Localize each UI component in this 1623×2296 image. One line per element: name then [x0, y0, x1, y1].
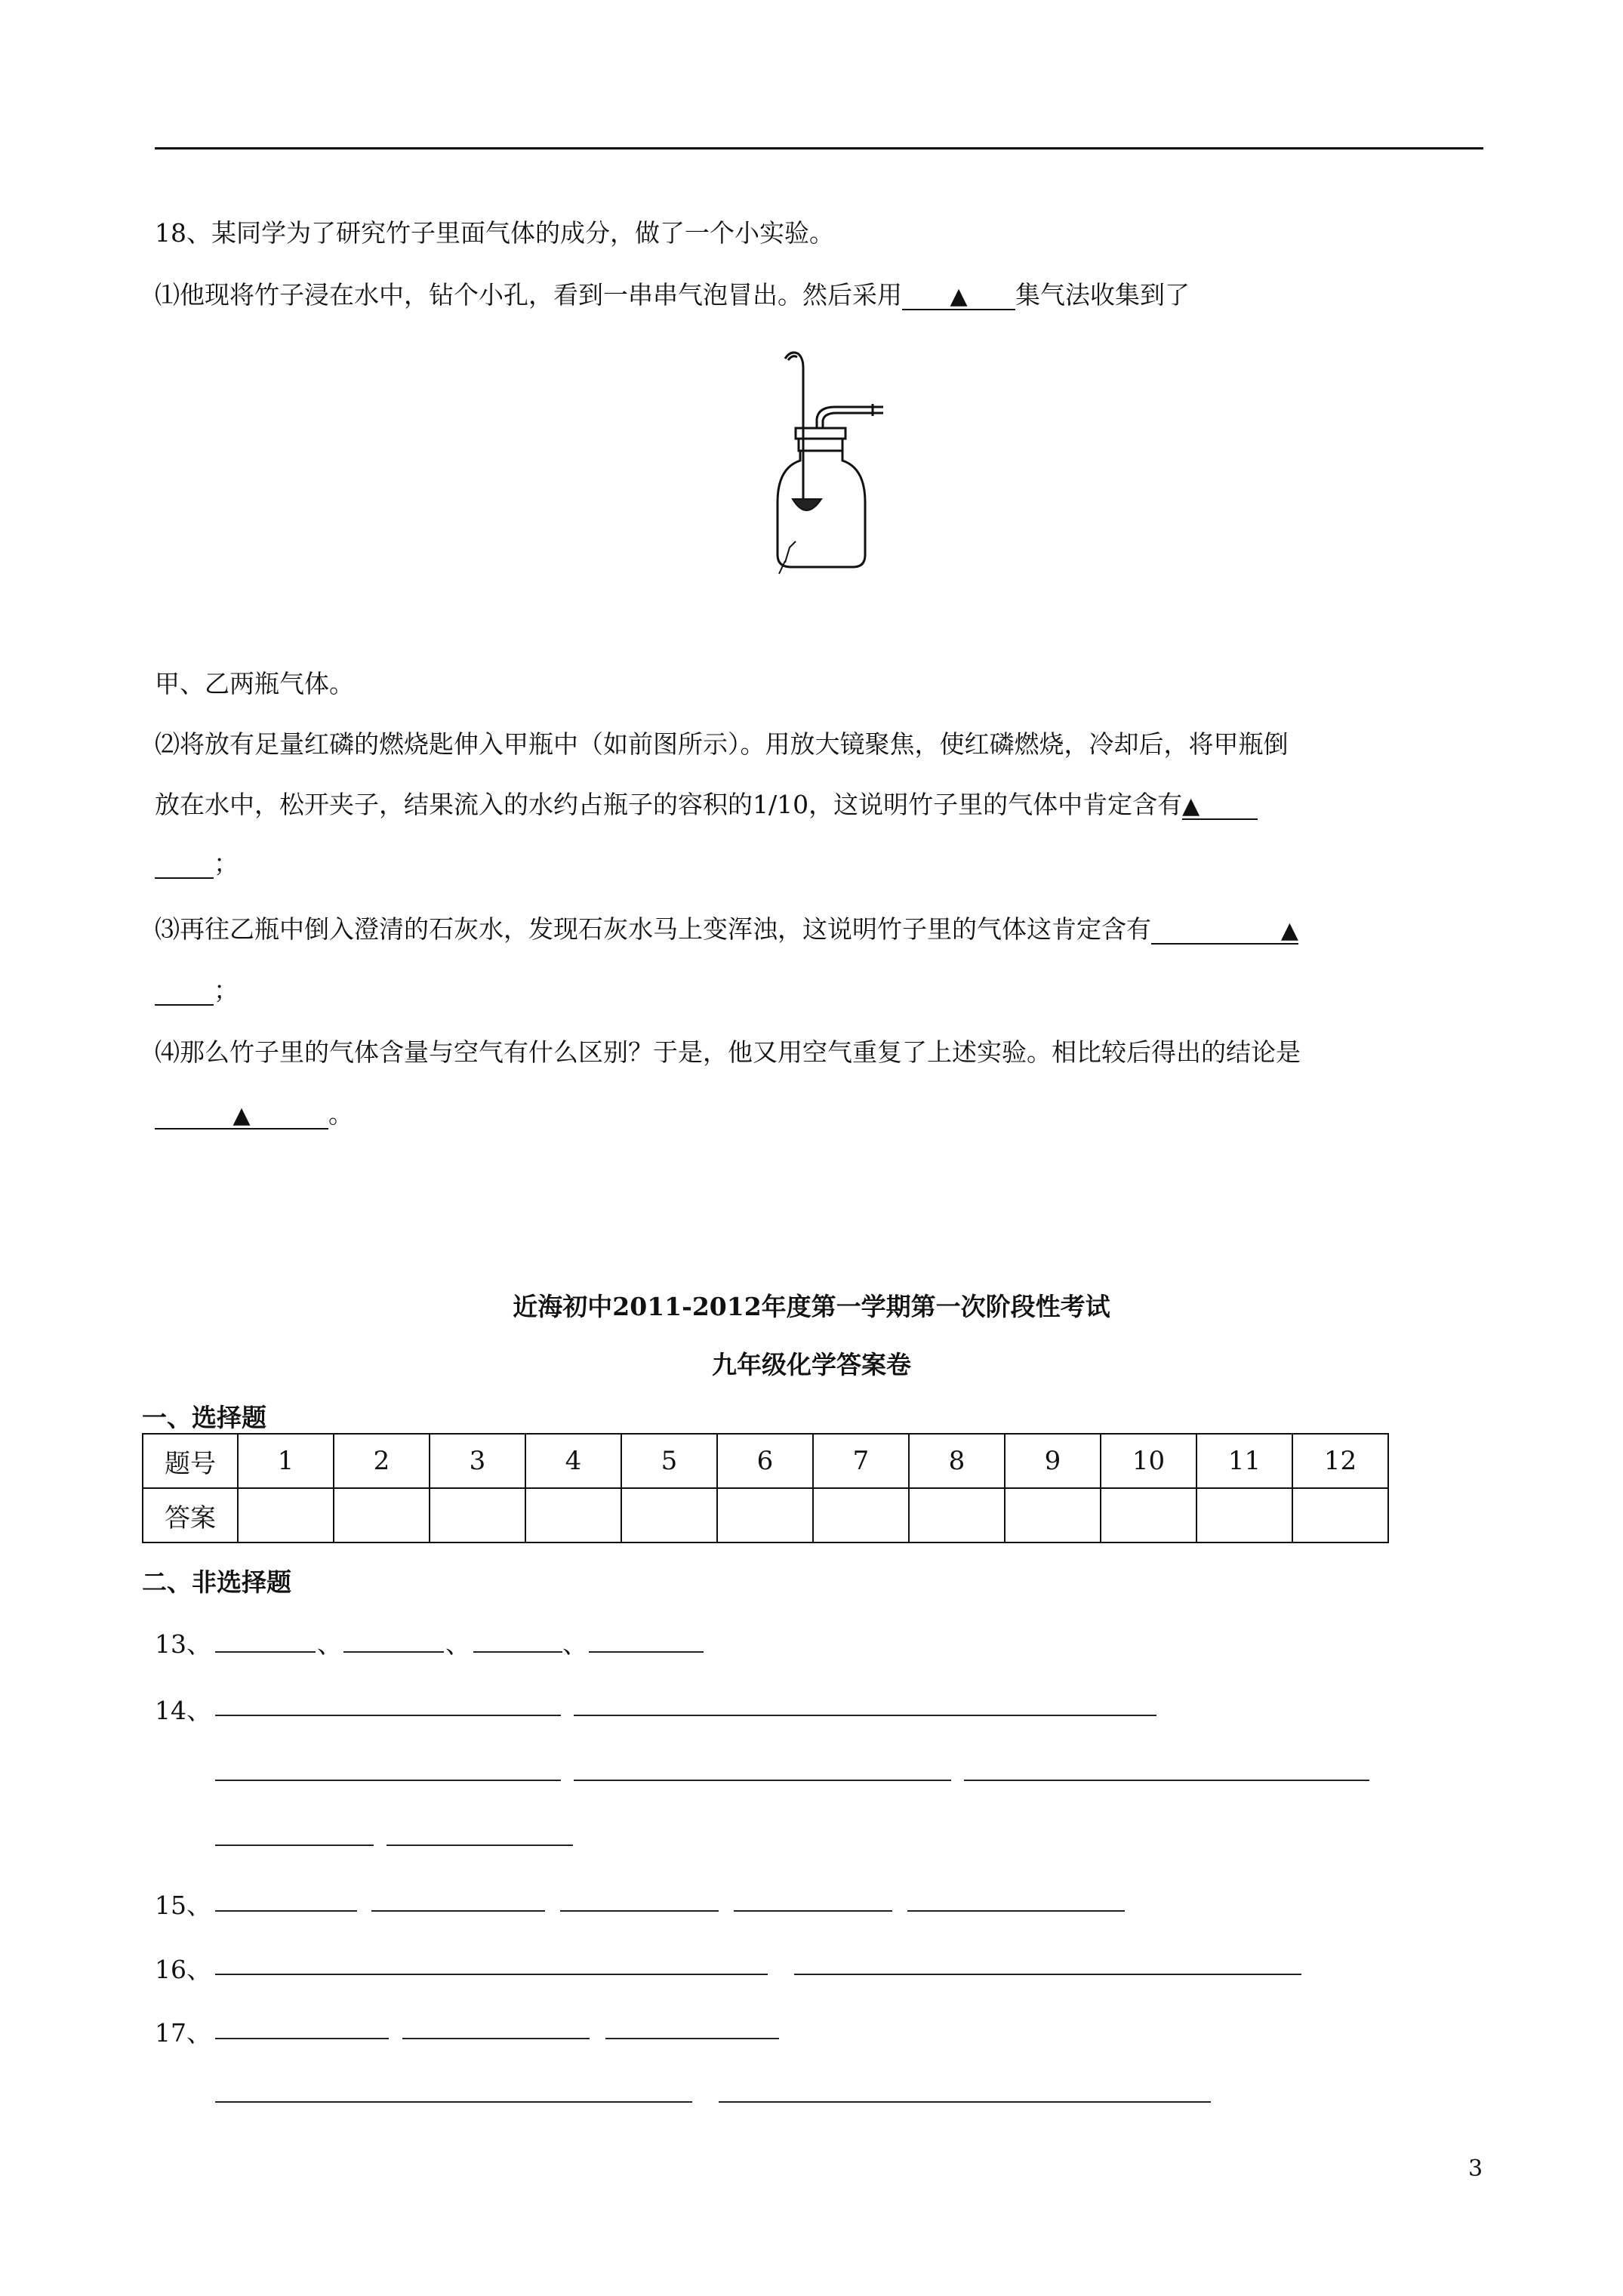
- q17-blank-2[interactable]: [402, 2038, 590, 2039]
- answer-cell[interactable]: [909, 1488, 1005, 1542]
- answer-sheet-title: 近海初中2011-2012年度第一学期第一次阶段性考试: [513, 1292, 1110, 1321]
- header-rule: [155, 147, 1483, 149]
- question-number-cell: 12: [1292, 1434, 1388, 1488]
- answer-cell[interactable]: [621, 1488, 717, 1542]
- section-non-choice: 二、非选择题: [142, 1567, 291, 1597]
- question-number-cell: 7: [813, 1434, 909, 1488]
- row-header-number: 题号: [143, 1434, 238, 1488]
- question-number-cell: 9: [1005, 1434, 1101, 1488]
- q13-blank-2[interactable]: [343, 1651, 444, 1653]
- q16-blank-2[interactable]: [794, 1974, 1301, 1975]
- q14-blank-3[interactable]: [215, 1780, 561, 1781]
- q18-part4-line2: [155, 1095, 353, 1130]
- triangle-mark: ▲: [1182, 793, 1200, 819]
- q15-label: 15、: [155, 1891, 211, 1920]
- question-number-cell: 2: [334, 1434, 430, 1488]
- q14-blank-1[interactable]: [215, 1715, 561, 1716]
- q17-blank-1[interactable]: [215, 2038, 389, 2039]
- answer-cell[interactable]: [334, 1488, 430, 1542]
- page-number: 3: [1468, 2156, 1483, 2182]
- q16-blank-1[interactable]: [215, 1974, 768, 1975]
- q18-part3-blank[interactable]: [1151, 916, 1298, 945]
- q14-blank-4[interactable]: [574, 1780, 951, 1781]
- table-row-numbers: [143, 1434, 1388, 1488]
- q16-label: 16、: [155, 1955, 211, 1984]
- answer-cell[interactable]: [1005, 1488, 1101, 1542]
- q18-part1: [155, 276, 1190, 311]
- q13-blank-1[interactable]: [215, 1651, 316, 1653]
- q18-part2-blank[interactable]: [1182, 791, 1258, 820]
- question-number-cell: 5: [621, 1434, 717, 1488]
- q13-label: 13、: [155, 1629, 211, 1659]
- answer-cell[interactable]: [238, 1488, 334, 1542]
- q14-label: 14、: [155, 1696, 211, 1725]
- q15-blank-3[interactable]: [560, 1910, 719, 1912]
- answer-cell[interactable]: [813, 1488, 909, 1542]
- q18-part2-line2: [155, 785, 1258, 821]
- q13-blank-4[interactable]: [589, 1651, 704, 1653]
- answer-cell[interactable]: [717, 1488, 813, 1542]
- q18-part2-blank-cont[interactable]: [155, 850, 214, 879]
- q18-part1-continued: 甲、乙两瓶气体。: [155, 669, 354, 698]
- q18-part1-text: ⑴他现将竹子浸在水中，钻个小孔，看到一串串气泡冒出。然后采用: [155, 280, 902, 310]
- answer-cell[interactable]: [1196, 1488, 1292, 1542]
- q18-part3-text: ⑶再往乙瓶中倒入澄清的石灰水，发现石灰水马上变浑浊，这说明竹子里的气体这肯定含有: [155, 914, 1151, 944]
- triangle-mark: ▲: [950, 283, 968, 310]
- answer-sheet-subtitle: 九年级化学答案卷: [712, 1350, 911, 1379]
- semicolon: ；: [214, 975, 239, 1005]
- answer-cell[interactable]: [1101, 1488, 1196, 1542]
- q18-part1-blank[interactable]: [902, 282, 1015, 310]
- q18-part4-blank[interactable]: [155, 1101, 328, 1130]
- q14-blank-6[interactable]: [215, 1845, 374, 1846]
- q15-blank-4[interactable]: [734, 1910, 892, 1912]
- q18-part2-line3: [155, 844, 239, 880]
- row-header-answer: 答案: [143, 1488, 238, 1542]
- semicolon: ；: [214, 849, 239, 878]
- question-number-cell: 4: [525, 1434, 621, 1488]
- q18-part2-line1: ⑵将放有足量红磷的燃烧匙伸入甲瓶中（如前图所示）。用放大镜聚焦，使红磷燃烧，冷却后，将甲瓶倒: [155, 729, 1289, 759]
- question-number-cell: 11: [1196, 1434, 1292, 1488]
- q18-part1-after: 集气法收集到了: [1015, 280, 1190, 310]
- q18-stem: 18、某同学为了研究竹子里面气体的成分，做了一个小实验。: [155, 218, 834, 248]
- q18-part3-line1: [155, 910, 1298, 945]
- question-number-cell: 10: [1101, 1434, 1196, 1488]
- question-number-cell: 1: [238, 1434, 334, 1488]
- question-number-cell: 8: [909, 1434, 1005, 1488]
- q13-blank-3[interactable]: [473, 1651, 562, 1653]
- q15-blank-1[interactable]: [215, 1910, 357, 1912]
- q18-part2-text: 放在水中，松开夹子，结果流入的水约占瓶子的容积的1/10，这说明竹子里的气体中肯定含有: [155, 790, 1183, 819]
- q14-blank-5[interactable]: [964, 1780, 1369, 1781]
- answer-cell[interactable]: [430, 1488, 525, 1542]
- q17-blank-3[interactable]: [605, 2038, 779, 2039]
- q15-blank-2[interactable]: [371, 1910, 545, 1912]
- section-multiple-choice: 一、选择题: [142, 1403, 266, 1432]
- answer-cell[interactable]: [525, 1488, 621, 1542]
- q18-part3-blank-cont[interactable]: [155, 977, 214, 1006]
- gas-bottle-apparatus-figure: [762, 344, 913, 585]
- period: 。: [328, 1099, 353, 1129]
- q14-blank-2[interactable]: [574, 1715, 1156, 1716]
- answer-table: [142, 1433, 1389, 1543]
- triangle-mark: ▲: [1280, 917, 1298, 944]
- q15-blank-5[interactable]: [907, 1910, 1125, 1912]
- separator: 、: [562, 1629, 587, 1659]
- table-row-answers: [143, 1488, 1388, 1542]
- q17-blank-5[interactable]: [719, 2101, 1211, 2103]
- answer-cell[interactable]: [1292, 1488, 1388, 1542]
- separator: 、: [445, 1629, 470, 1659]
- separator: 、: [317, 1629, 342, 1659]
- q17-blank-4[interactable]: [215, 2101, 692, 2103]
- question-number-cell: 3: [430, 1434, 525, 1488]
- q18-part4-line1: ⑷那么竹子里的气体含量与空气有什么区别？于是，他又用空气重复了上述实验。相比较后得出的结论是: [155, 1037, 1301, 1067]
- q18-part3-line2: [155, 971, 239, 1006]
- q17-label: 17、: [155, 2018, 211, 2048]
- question-number-cell: 6: [717, 1434, 813, 1488]
- triangle-mark: ▲: [233, 1102, 251, 1129]
- q14-blank-7[interactable]: [387, 1845, 573, 1846]
